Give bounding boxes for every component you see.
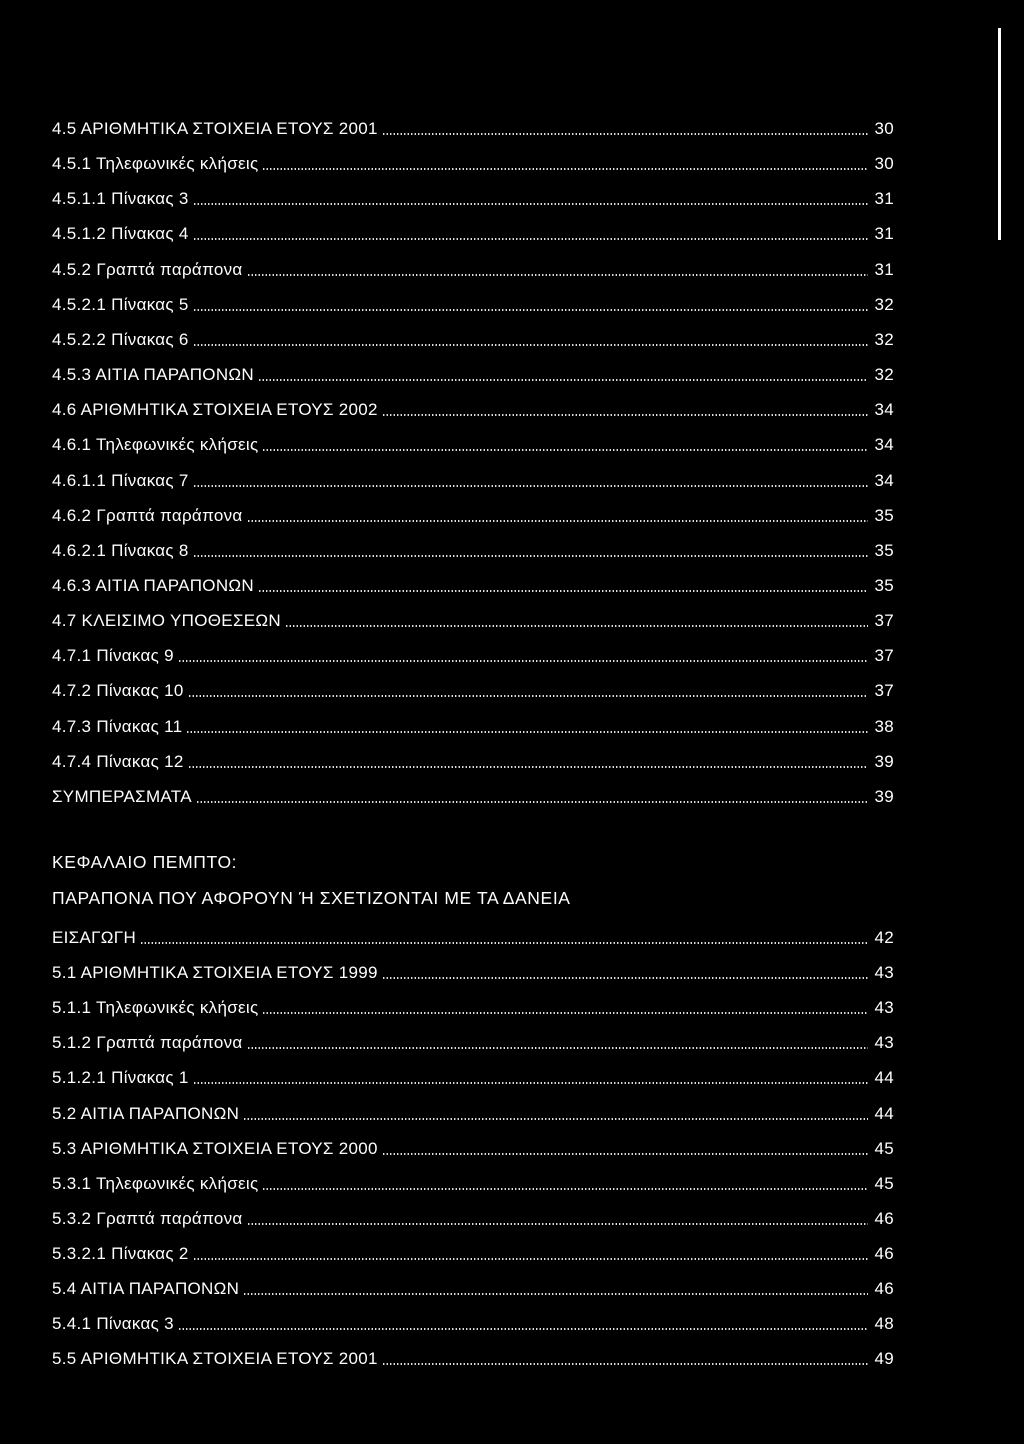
- toc-entry-title: 4.6.3 ΑΙΤΙΑ ΠΑΡΑΠΟΝΩΝ: [52, 575, 254, 595]
- toc-entry: [52, 1269, 894, 1299]
- toc-entry: [52, 461, 894, 491]
- chapter-heading: ΚΕΦΑΛΑΙΟ ΠΕΜΠΤΟ:: [52, 852, 238, 872]
- toc-entry-page-number: 37: [874, 681, 894, 701]
- toc-entry-title: 5.1.2 Γραπτά παράπονα: [52, 1033, 243, 1053]
- toc-dot-leader: [382, 414, 868, 416]
- toc-entry-title: 5.1.2.1 Πίνακας 1: [52, 1068, 189, 1088]
- toc-entry: [52, 1199, 894, 1229]
- toc-dot-leader: [382, 1363, 868, 1365]
- toc-dot-leader: [262, 168, 868, 170]
- toc-dot-leader: [262, 449, 868, 451]
- toc-dot-leader: [243, 1118, 868, 1120]
- toc-entry-page-number: 46: [874, 1243, 894, 1263]
- toc-entry-title: 4.5.1 Τηλεφωνικές κλήσεις: [52, 154, 259, 174]
- toc-entry-title: 5.4.1 Πίνακας 3: [52, 1314, 174, 1334]
- toc-entry-page-number: 46: [874, 1279, 894, 1298]
- toc-entry-page-number: 37: [874, 646, 894, 666]
- toc-dot-leader: [188, 695, 868, 697]
- toc-dot-leader: [193, 1258, 868, 1260]
- toc-dot-leader: [193, 238, 868, 240]
- toc-dot-leader: [193, 485, 868, 487]
- toc-entry-page-number: 32: [874, 329, 894, 349]
- toc-entry-page-number: 43: [874, 963, 894, 983]
- toc-entry: [52, 988, 894, 1018]
- toc-entry-title: 4.7.3 Πίνακας 11: [52, 716, 183, 736]
- toc-dot-leader: [193, 555, 868, 557]
- toc-entry-title: 5.3.2.1 Πίνακας 2: [52, 1243, 189, 1263]
- toc-entry-page-number: 30: [874, 119, 894, 138]
- toc-entry: [52, 285, 894, 315]
- toc-entry-title: 4.6.2 Γραπτά παράπονα: [52, 505, 243, 525]
- toc-dot-leader: [193, 309, 868, 311]
- toc-entry: [52, 425, 894, 455]
- toc-dot-leader: [243, 1293, 868, 1295]
- page-edge-line: [998, 28, 1001, 240]
- toc-entry-title: 4.6 ΑΡΙΘΜΗΤΙΚΑ ΣΤΟΙΧΕΙΑ ΕΤΟΥΣ 2002: [52, 400, 378, 420]
- toc-entry: [52, 707, 894, 737]
- toc-entry-page-number: 31: [874, 259, 894, 279]
- toc-entry: [52, 1339, 894, 1369]
- toc-entry: [52, 953, 894, 983]
- toc-entry-title: 4.7.1 Πίνακας 9: [52, 646, 174, 666]
- toc-entry: [52, 1164, 894, 1194]
- toc-entry: [52, 671, 894, 701]
- toc-entry-title: 4.5.1.2 Πίνακας 4: [52, 224, 189, 244]
- toc-entry-page-number: 35: [874, 505, 894, 525]
- toc-entry: [52, 1129, 894, 1159]
- toc-entry: [52, 1058, 894, 1088]
- toc-dot-leader: [193, 344, 868, 346]
- toc-entry-title: 4.5.2.1 Πίνακας 5: [52, 294, 189, 314]
- toc-dot-leader: [193, 203, 868, 205]
- toc-entry-page-number: 45: [874, 1138, 894, 1158]
- toc-dot-leader: [178, 1328, 868, 1330]
- toc-entry-title: ΣΥΜΠΕΡΑΣΜΑΤΑ: [52, 786, 192, 806]
- toc-entry-title: 4.6.1.1 Πίνακας 7: [52, 470, 189, 490]
- toc-dot-leader: [247, 1047, 868, 1049]
- toc-entry-title: 5.3.1 Τηλεφωνικές κλήσεις: [52, 1173, 259, 1193]
- toc-entry-title: 5.1 ΑΡΙΘΜΗΤΙΚΑ ΣΤΟΙΧΕΙΑ ΕΤΟΥΣ 1999: [52, 963, 378, 983]
- toc-entry-page-number: 49: [874, 1349, 894, 1369]
- toc-entry-page-number: 35: [874, 540, 894, 560]
- toc-entry-title: 4.7.2 Πίνακας 10: [52, 681, 184, 701]
- toc-entry-page-number: 43: [874, 998, 894, 1018]
- toc-entry-page-number: 46: [874, 1208, 894, 1228]
- toc-entry-page-number: 38: [874, 716, 894, 736]
- toc-entry: [52, 109, 894, 139]
- toc-dot-leader: [262, 1188, 868, 1190]
- toc-entry: [52, 179, 894, 209]
- toc-entry-title: 4.5.1.1 Πίνακας 3: [52, 189, 189, 209]
- toc-dot-leader: [382, 133, 868, 135]
- toc-entry: [52, 214, 894, 244]
- toc-entry-page-number: 37: [874, 611, 894, 631]
- chapter-subtitle: ΠΑΡΑΠΟΝΑ ΠΟΥ ΑΦΟΡΟΥΝ Ή ΣΧΕΤΙΖΟΝΤΑΙ ΜΕ ΤΑ ΔΑΝΕΙΑ: [52, 888, 571, 908]
- toc-entry-title: 5.4 ΑΙΤΙΑ ΠΑΡΑΠΟΝΩΝ: [52, 1279, 240, 1298]
- toc-dot-leader: [196, 801, 868, 803]
- toc-dot-leader: [193, 1082, 868, 1084]
- toc-entry-title: 4.7.4 Πίνακας 12: [52, 751, 184, 771]
- toc-entry-title: 4.6.2.1 Πίνακας 8: [52, 540, 189, 560]
- toc-entry-page-number: 31: [874, 224, 894, 244]
- toc-entry: [52, 1304, 894, 1334]
- toc-entry: [52, 355, 894, 385]
- toc-dot-leader: [382, 977, 868, 979]
- toc-dot-leader: [258, 590, 868, 592]
- toc-entry-page-number: 44: [874, 1103, 894, 1123]
- toc-entry-title: 4.5 ΑΡΙΘΜΗΤΙΚΑ ΣΤΟΙΧΕΙΑ ΕΤΟΥΣ 2001: [52, 119, 378, 138]
- toc-entry-page-number: 34: [874, 400, 894, 420]
- toc-entry: [52, 320, 894, 350]
- toc-entry-page-number: 34: [874, 470, 894, 490]
- toc-entry-page-number: 42: [874, 928, 894, 947]
- toc-entry: [52, 566, 894, 596]
- toc-entry: [52, 742, 894, 772]
- toc-entry: [52, 144, 894, 174]
- toc-dot-leader: [247, 1223, 868, 1225]
- toc-entry-page-number: 45: [874, 1173, 894, 1193]
- toc-entry-title: 5.2 ΑΙΤΙΑ ΠΑΡΑΠΟΝΩΝ: [52, 1103, 240, 1123]
- toc-entry: [52, 250, 894, 280]
- toc-dot-leader: [178, 660, 868, 662]
- toc-entry: [52, 390, 894, 420]
- toc-entry: [52, 1094, 894, 1124]
- toc-dot-leader: [262, 1012, 868, 1014]
- toc-entry: [52, 777, 894, 807]
- toc-entry-page-number: 32: [874, 294, 894, 314]
- toc-entry: [52, 1234, 894, 1264]
- toc-entry-page-number: 43: [874, 1033, 894, 1053]
- toc-entry-title: 5.1.1 Τηλεφωνικές κλήσεις: [52, 998, 259, 1018]
- toc-dot-leader: [186, 731, 868, 733]
- toc-entry-page-number: 44: [874, 1068, 894, 1088]
- toc-entry: [52, 601, 894, 631]
- toc-dot-leader: [140, 942, 868, 944]
- toc-entry-title: ΕΙΣΑΓΩΓΗ: [52, 928, 137, 947]
- toc-entry: [52, 636, 894, 666]
- toc-entry-page-number: 32: [874, 365, 894, 385]
- toc-entry-page-number: 39: [874, 751, 894, 771]
- toc-entry-title: 5.3 ΑΡΙΘΜΗΤΙΚΑ ΣΤΟΙΧΕΙΑ ΕΤΟΥΣ 2000: [52, 1138, 378, 1158]
- toc-entry-title: 4.5.3 ΑΙΤΙΑ ΠΑΡΑΠΟΝΩΝ: [52, 365, 254, 385]
- toc-dot-leader: [258, 379, 868, 381]
- toc-entry: [52, 531, 894, 561]
- toc-entry-title: 5.5 ΑΡΙΘΜΗΤΙΚΑ ΣΤΟΙΧΕΙΑ ΕΤΟΥΣ 2001: [52, 1349, 378, 1369]
- toc-entry-title: 4.5.2 Γραπτά παράπονα: [52, 259, 243, 279]
- toc-entry-page-number: 30: [874, 154, 894, 174]
- toc-entry-page-number: 31: [874, 189, 894, 209]
- toc-entry-page-number: 48: [874, 1314, 894, 1334]
- toc-dot-leader: [188, 766, 868, 768]
- toc-entry-title: 4.7 ΚΛΕΙΣΙΜΟ ΥΠΟΘΕΣΕΩΝ: [52, 611, 281, 631]
- toc-entry-page-number: 35: [874, 575, 894, 595]
- toc-dot-leader: [285, 625, 868, 627]
- toc-entry-title: 4.5.2.2 Πίνακας 6: [52, 329, 189, 349]
- toc-entry: [52, 918, 894, 948]
- toc-dot-leader: [247, 520, 868, 522]
- toc-entry-title: 4.6.1 Τηλεφωνικές κλήσεις: [52, 435, 259, 455]
- toc-entry: [52, 1023, 894, 1053]
- toc-dot-leader: [382, 1153, 868, 1155]
- toc-entry-title: 5.3.2 Γραπτά παράπονα: [52, 1208, 243, 1228]
- toc-entry-page-number: 34: [874, 435, 894, 455]
- toc-dot-leader: [247, 274, 868, 276]
- toc-entry: [52, 496, 894, 526]
- toc-entry-page-number: 39: [874, 786, 894, 806]
